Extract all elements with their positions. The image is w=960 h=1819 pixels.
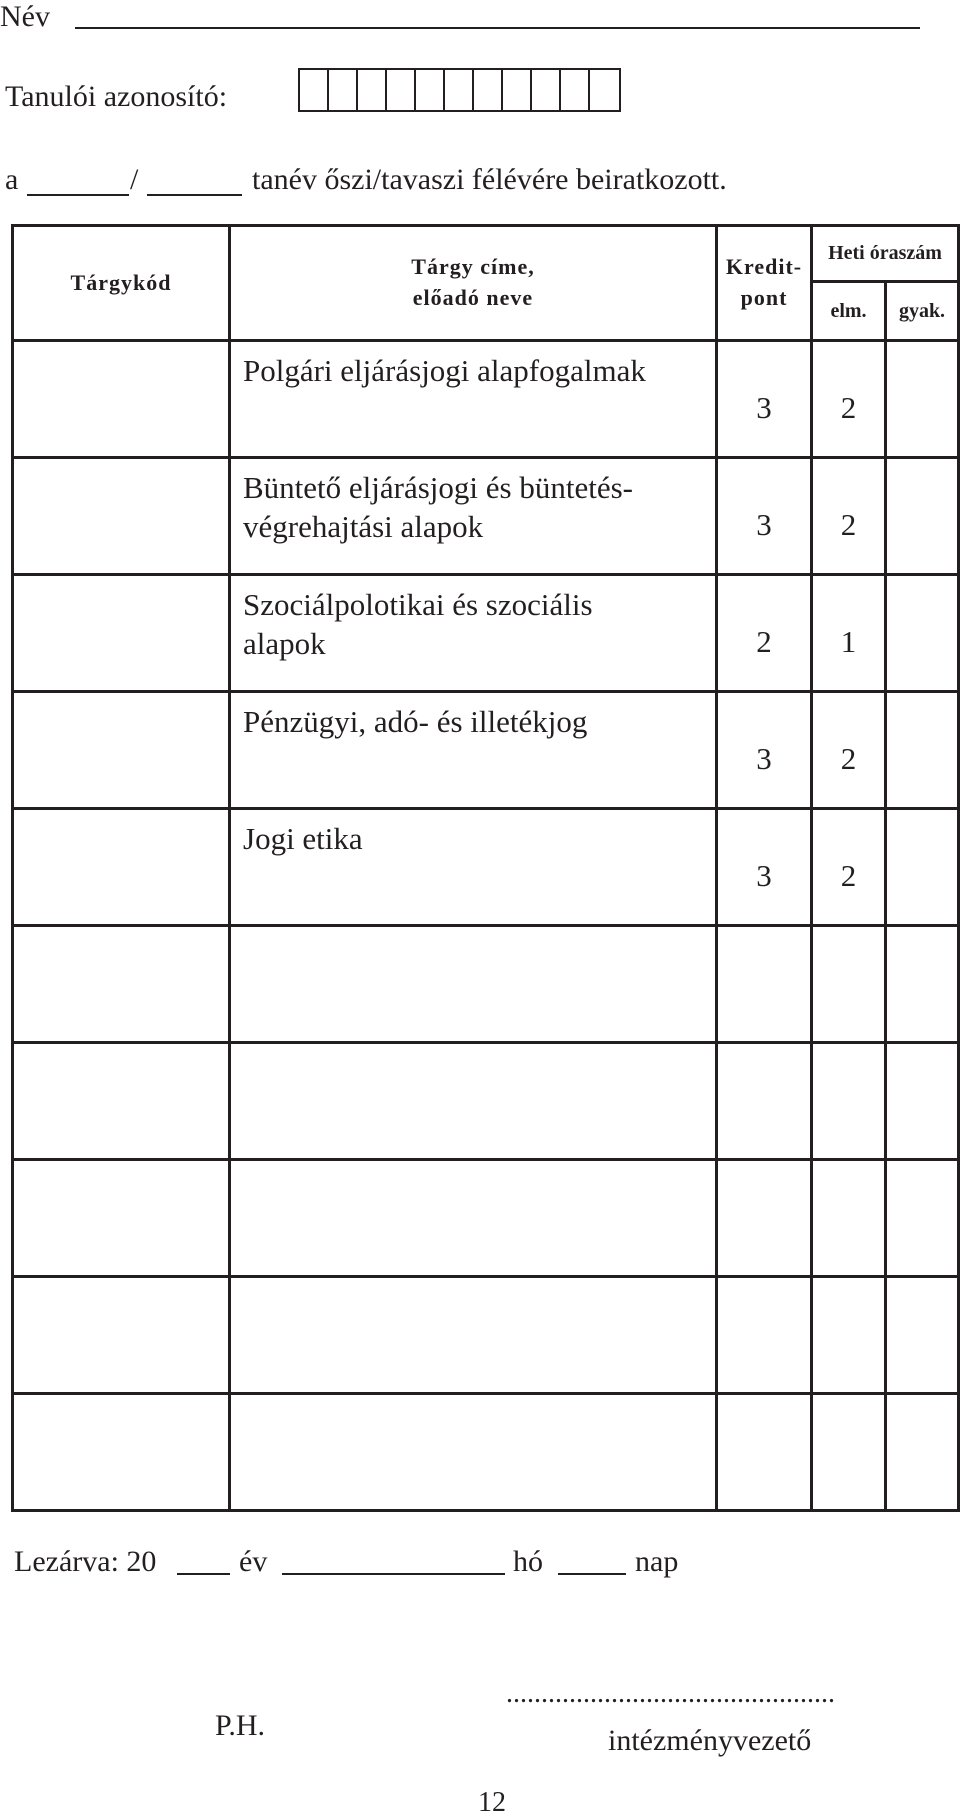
header-lecture: elm. (812, 282, 886, 341)
subject-row (13, 926, 959, 1043)
subject-practice-hours-cell[interactable] (886, 692, 959, 809)
subject-code-cell[interactable] (13, 458, 230, 575)
header-subject-title-line2: előadó neve (412, 285, 534, 310)
subject-credit-cell[interactable] (717, 1043, 812, 1160)
closed-year-field[interactable] (177, 1573, 230, 1575)
student-id-digit-box[interactable] (474, 70, 503, 110)
subject-practice-hours-cell[interactable] (886, 809, 959, 926)
student-id-digit-box[interactable] (329, 70, 358, 110)
closed-label: Lezárva: 20 (14, 1545, 157, 1578)
stamp-label: P.H. (215, 1709, 266, 1742)
student-id-digit-box[interactable] (561, 70, 590, 110)
subject-title-cell[interactable] (230, 458, 717, 575)
signature-line[interactable]: ............................................... (506, 1678, 835, 1709)
subject-title-cell[interactable] (230, 692, 717, 809)
subject-title-cell[interactable] (230, 1043, 717, 1160)
subject-lecture-hours-cell[interactable] (812, 926, 886, 1043)
student-id-digit-box[interactable] (300, 70, 329, 110)
subject-row (13, 1394, 959, 1511)
subject-code-cell[interactable] (13, 692, 230, 809)
subject-practice-hours-cell[interactable] (886, 1394, 959, 1511)
closed-day-field[interactable] (558, 1573, 626, 1575)
name-field[interactable] (75, 27, 920, 29)
subject-code-cell[interactable] (13, 809, 230, 926)
header-credit-line1: Kredit- (725, 254, 803, 280)
student-id-digit-box[interactable] (416, 70, 445, 110)
term-slash: / (130, 163, 139, 196)
student-id-digit-box[interactable] (503, 70, 532, 110)
subject-title-line1: Büntető eljárásjogi és büntetés- (243, 470, 633, 505)
subject-row (13, 1043, 959, 1160)
subject-credit-cell[interactable]: 3 (717, 692, 812, 809)
subject-practice-hours-cell[interactable] (886, 1277, 959, 1394)
student-id-boxes[interactable] (298, 68, 621, 112)
subject-credit-cell[interactable]: 3 (717, 458, 812, 575)
subject-code-cell[interactable] (13, 926, 230, 1043)
subject-credit-cell[interactable] (717, 1277, 812, 1394)
subject-title-cell[interactable] (230, 1160, 717, 1277)
subject-lecture-hours-cell[interactable]: 2 (812, 692, 886, 809)
subject-title-cell[interactable] (230, 575, 717, 692)
term-prefix: a (5, 163, 19, 196)
subject-title-cell[interactable] (230, 1394, 717, 1511)
subject-title-line2: alapok (243, 625, 326, 661)
header-subject-code: Tárgykód (13, 226, 230, 341)
subject-code-cell[interactable] (13, 575, 230, 692)
day-label: nap (635, 1545, 679, 1578)
subject-title-line1: Polgári eljárásjogi alapfogalmak (243, 353, 646, 388)
subject-row (13, 692, 959, 809)
term-start-year-field[interactable] (27, 194, 129, 196)
header-credit-line2: pont (740, 285, 788, 310)
signature-label: intézményvezető (608, 1724, 812, 1757)
subject-title-cell[interactable] (230, 1277, 717, 1394)
student-id-digit-box[interactable] (387, 70, 416, 110)
student-id-digit-box[interactable] (590, 70, 619, 110)
month-label: hó (513, 1545, 543, 1578)
subject-row (13, 341, 959, 458)
student-id-label: Tanulói azonosító: (5, 80, 228, 113)
subject-credit-cell[interactable]: 3 (717, 341, 812, 458)
student-id-digit-box[interactable] (445, 70, 474, 110)
subject-title-line1: Pénzügyi, adó- és illetékjog (243, 704, 588, 739)
subject-title-line2: végrehajtási alapok (243, 508, 484, 544)
subject-row (13, 809, 959, 926)
subject-practice-hours-cell[interactable] (886, 458, 959, 575)
subject-row (13, 1277, 959, 1394)
subject-row (13, 1160, 959, 1277)
subject-lecture-hours-cell[interactable] (812, 1394, 886, 1511)
subject-credit-cell[interactable] (717, 1394, 812, 1511)
subject-practice-hours-cell[interactable] (886, 926, 959, 1043)
subject-credit-cell[interactable] (717, 1160, 812, 1277)
subject-title-line1: Jogi etika (243, 821, 363, 856)
term-suffix: tanév őszi/tavaszi félévére beiratkozott. (252, 163, 727, 196)
year-label: év (239, 1545, 268, 1578)
subject-practice-hours-cell[interactable] (886, 575, 959, 692)
header-credit (717, 226, 812, 341)
subject-lecture-hours-cell[interactable]: 1 (812, 575, 886, 692)
student-id-digit-box[interactable] (532, 70, 561, 110)
subject-code-cell[interactable] (13, 1160, 230, 1277)
subject-lecture-hours-cell[interactable] (812, 1043, 886, 1160)
header-subject-title (230, 226, 717, 341)
student-id-digit-box[interactable] (358, 70, 387, 110)
subject-code-cell[interactable] (13, 341, 230, 458)
subject-code-cell[interactable] (13, 1394, 230, 1511)
subject-title-cell[interactable] (230, 926, 717, 1043)
subject-practice-hours-cell[interactable] (886, 1043, 959, 1160)
subject-credit-cell[interactable]: 3 (717, 809, 812, 926)
subject-practice-hours-cell[interactable] (886, 1160, 959, 1277)
closed-month-field[interactable] (282, 1573, 505, 1575)
subject-lecture-hours-cell[interactable] (812, 1160, 886, 1277)
subject-title-cell[interactable] (230, 341, 717, 458)
subject-title-line1: Szociálpolotikai és szociális (243, 587, 593, 622)
page-number: 12 (478, 1787, 506, 1818)
name-label: Név (0, 0, 50, 33)
subject-title-cell[interactable] (230, 809, 717, 926)
subject-credit-cell[interactable]: 2 (717, 575, 812, 692)
subject-lecture-hours-cell[interactable]: 2 (812, 458, 886, 575)
subject-lecture-hours-cell[interactable]: 2 (812, 341, 886, 458)
subject-row (13, 575, 959, 692)
subject-row (13, 458, 959, 575)
header-subject-title-line1: Tárgy címe, (411, 254, 535, 280)
subject-code-cell[interactable] (13, 1277, 230, 1394)
subject-credit-cell[interactable] (717, 926, 812, 1043)
subject-lecture-hours-cell[interactable]: 2 (812, 809, 886, 926)
header-practice: gyak. (886, 282, 959, 341)
subject-code-cell[interactable] (13, 1043, 230, 1160)
subjects-table (11, 224, 960, 1512)
term-end-year-field[interactable] (147, 194, 242, 196)
subject-practice-hours-cell[interactable] (886, 341, 959, 458)
header-weekly-hours: Heti óraszám (812, 226, 959, 282)
subject-lecture-hours-cell[interactable] (812, 1277, 886, 1394)
